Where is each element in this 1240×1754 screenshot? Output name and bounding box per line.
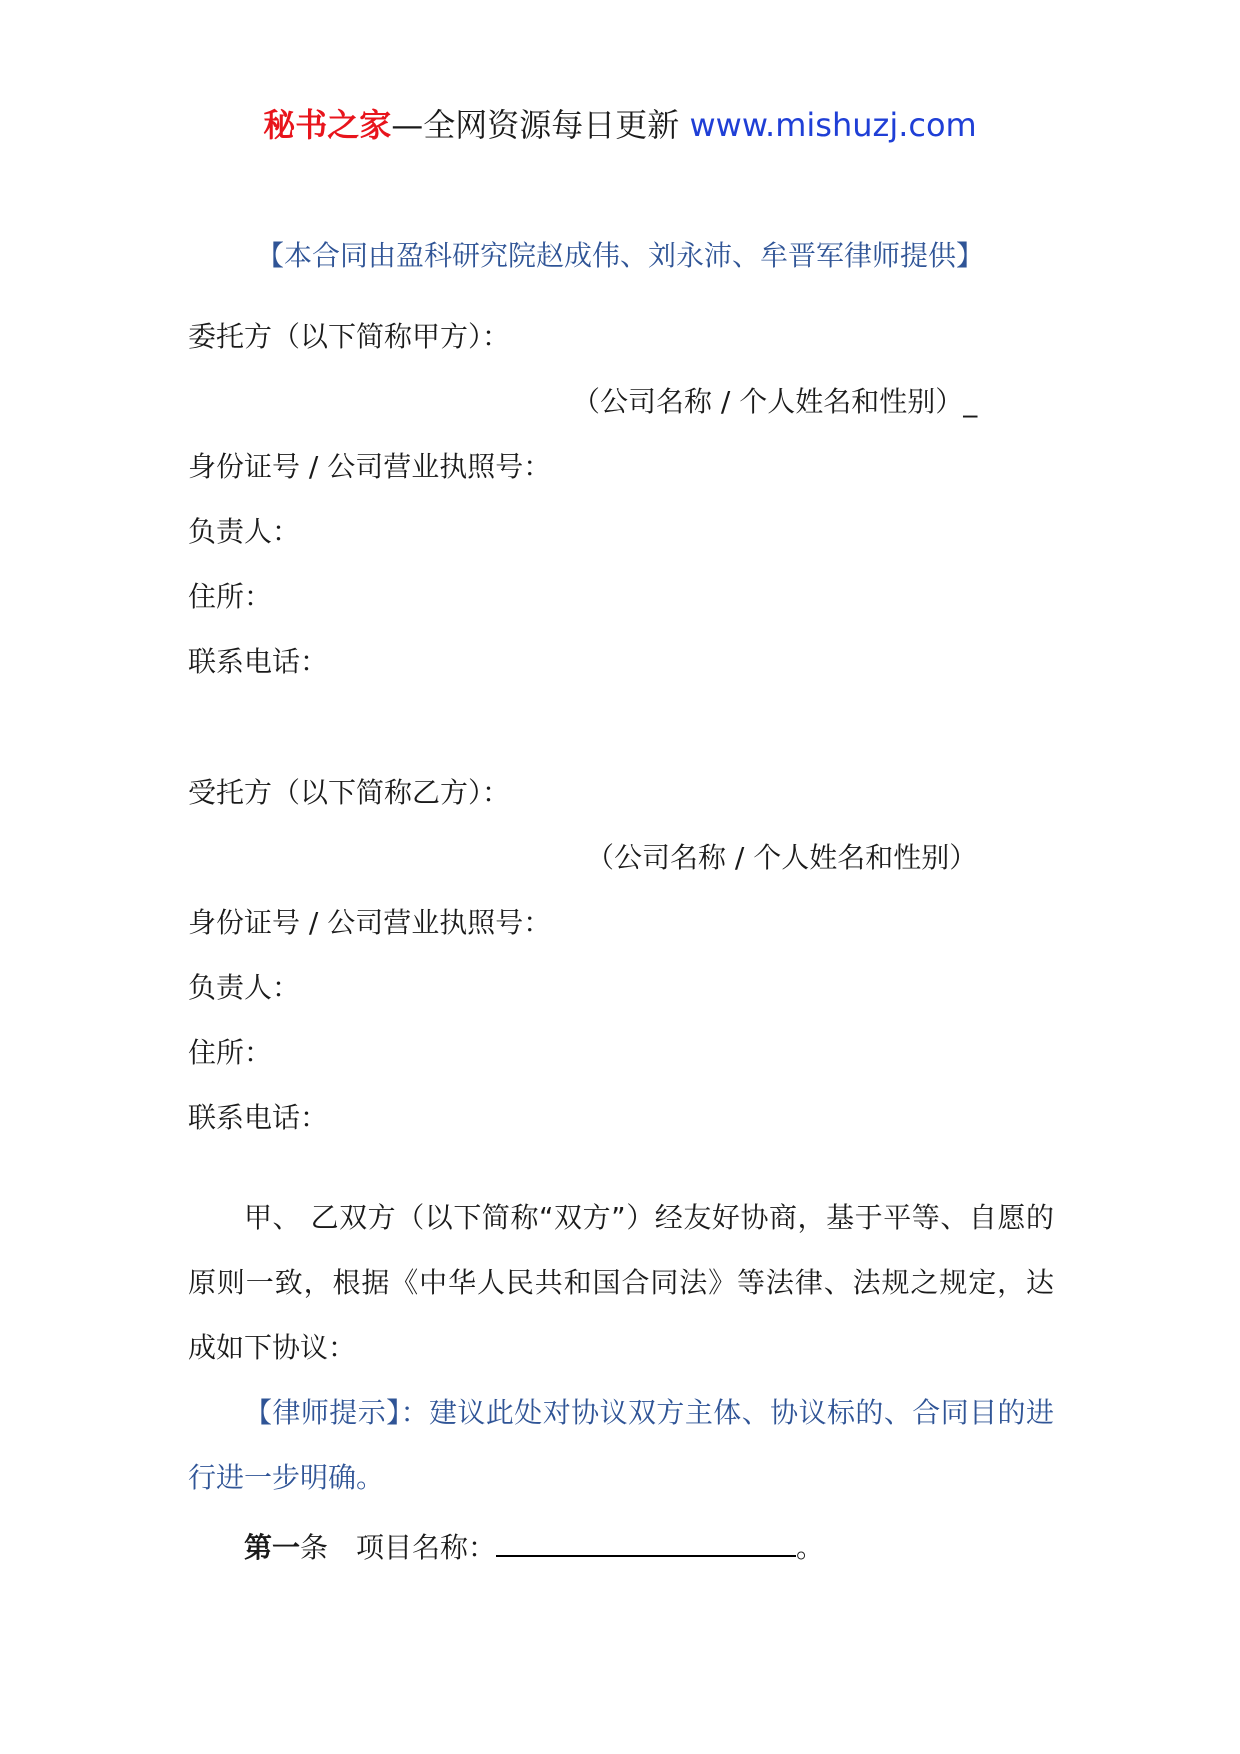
party-b-phone-label: 联系电话：	[188, 1101, 329, 1134]
party-b-address-label: 住所：	[188, 1036, 273, 1069]
party-b-title: 受托方（以下简称乙方）：	[188, 776, 511, 809]
party-b-name-hint: （公司名称 / 个人姓名和性别）	[586, 841, 978, 874]
party-a-name-hint: （公司名称 / 个人姓名和性别）_	[572, 385, 978, 418]
intro-paragraph: 甲、 乙双方（以下简称“双方”）经友好协商，基于平等、自愿的原则一致，根据《中华人民共和国合同法》等法律、法规之规定，达成如下协议：	[188, 1201, 1054, 1364]
party-a-person-label: 负责人：	[188, 515, 301, 548]
header-slogan: —全网资源每日更新	[391, 106, 690, 144]
party-a-address-label: 住所：	[188, 580, 273, 613]
lawyer-tip-label: 【律师提示】	[244, 1396, 401, 1429]
article-1-label: 项目名称：	[356, 1531, 497, 1564]
site-header	[0, 102, 1240, 148]
site-link[interactable]: www.mishuzj.com	[689, 106, 977, 144]
article-1-end: 。	[796, 1531, 825, 1564]
article-1-suffix: 条	[300, 1531, 329, 1564]
project-name-blank[interactable]	[496, 1525, 796, 1557]
article-1	[244, 1525, 824, 1568]
lawyer-tip-text: ：建议此处对协议双方主体、协议标的、合同目的进行进一步明确。	[188, 1396, 1054, 1494]
party-a-title: 委托方（以下简称甲方）：	[188, 320, 511, 353]
party-b-person-label: 负责人：	[188, 971, 301, 1004]
article-1-number: 第一	[244, 1531, 301, 1564]
contract-source-notice: 【本合同由盈科研究院赵成伟、刘永沛、牟晋军律师提供】	[255, 239, 984, 272]
party-a-phone-label: 联系电话：	[188, 645, 329, 678]
party-b-id-label: 身份证号 / 公司营业执照号：	[188, 906, 552, 939]
lawyer-tip	[188, 1380, 1054, 1510]
party-a-id-label: 身份证号 / 公司营业执照号：	[188, 450, 552, 483]
brand-name: 秘书之家	[263, 106, 392, 144]
